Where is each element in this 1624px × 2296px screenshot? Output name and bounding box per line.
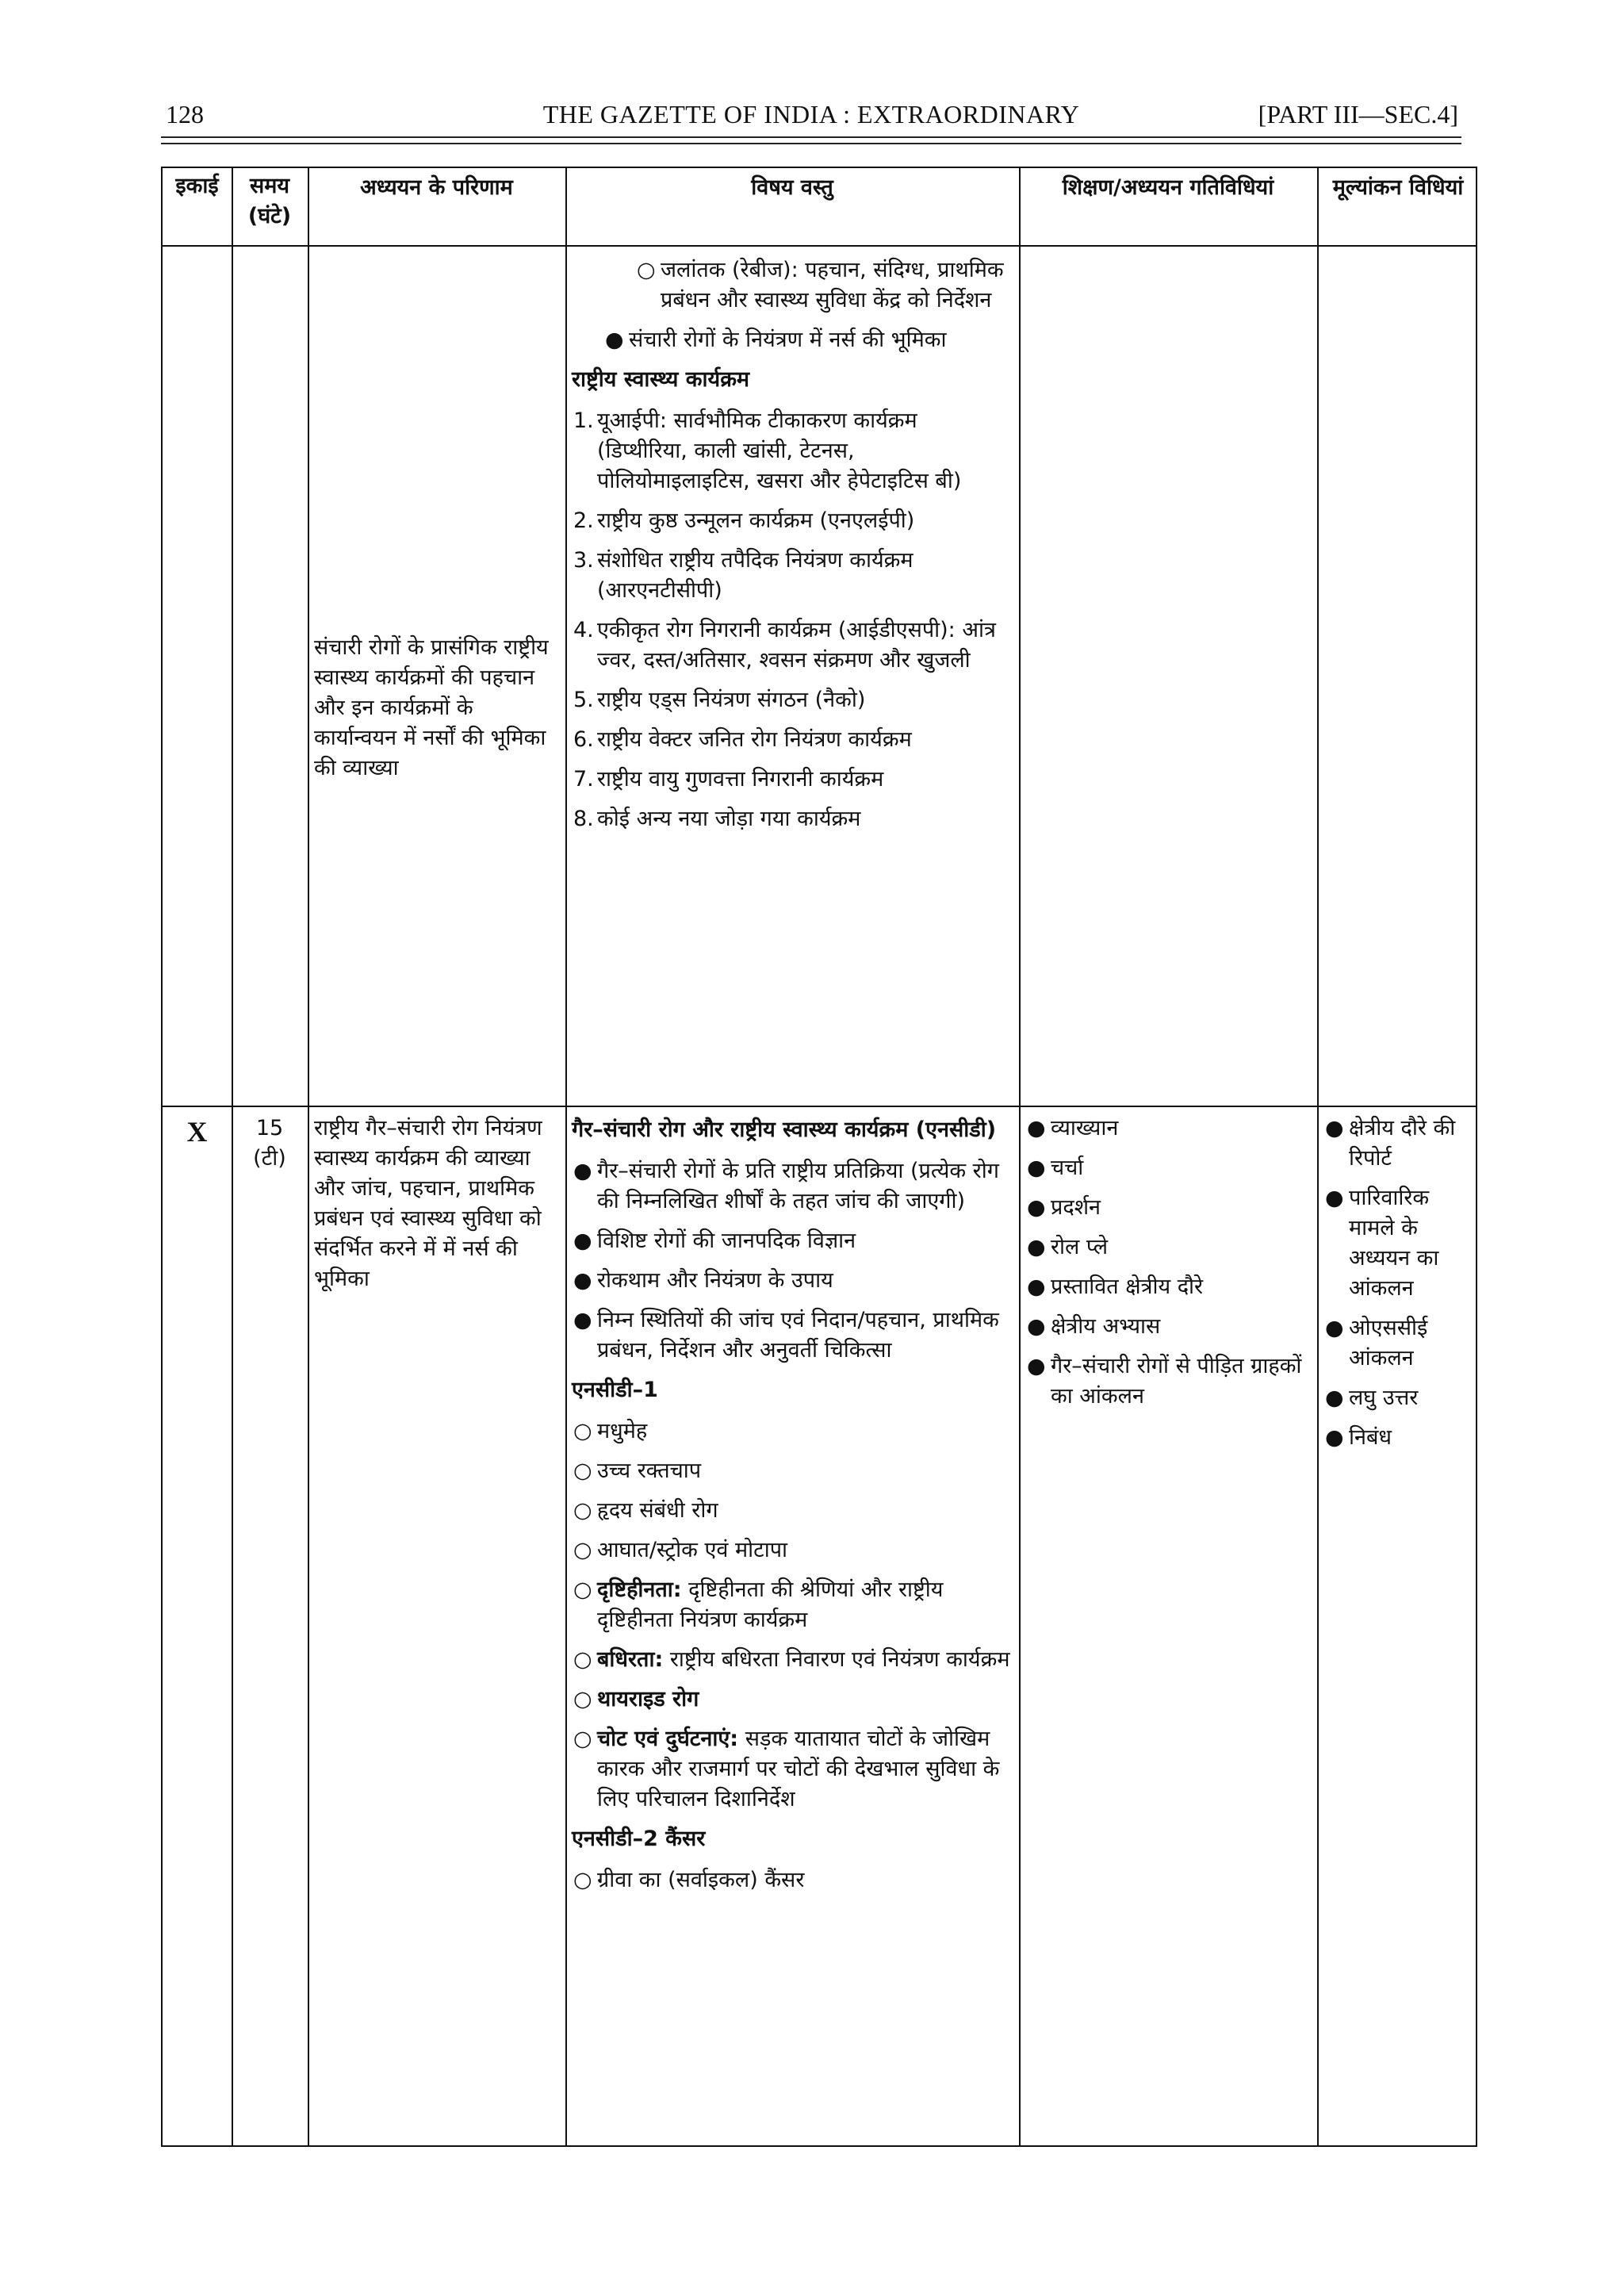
list-item-text: चोट एवं दुर्घटनाएं: bbox=[597, 1727, 739, 1751]
list-item bbox=[572, 685, 1013, 715]
list-number: 2. bbox=[573, 508, 594, 533]
list-item bbox=[572, 1416, 1013, 1447]
circle-bullet-icon: ○ bbox=[573, 1647, 592, 1672]
list-item bbox=[572, 725, 1013, 755]
list-number: 7. bbox=[573, 767, 594, 792]
list-item-text: आघात/स्ट्रोक एवं मोटापा bbox=[597, 1538, 788, 1562]
list-item-text: दृष्टिहीनता की श्रेणियां और राष्ट्रीय दृष्टिहीनता नियंत्रण कार्यक्रम bbox=[597, 1577, 944, 1632]
list-item-text: क्षेत्रीय अभ्यास bbox=[1051, 1314, 1161, 1339]
bullet-icon: ● bbox=[573, 1228, 592, 1253]
list-item bbox=[1025, 1153, 1311, 1183]
hours-value: 15 bbox=[255, 1116, 284, 1140]
col-header-unit: इकाई bbox=[175, 174, 219, 198]
bullet-icon: ● bbox=[1325, 1116, 1344, 1140]
row1-outcome: संचारी रोगों के प्रासंगिक राष्ट्रीय स्वास्थ्य कार्यक्रमों की पहचान और इन कार्यक्रमों के कार्यान्वयन में नर्सों की भूमिका की व्याख्या bbox=[314, 635, 549, 780]
list-item bbox=[572, 1496, 1013, 1526]
list-item bbox=[1025, 1351, 1311, 1412]
gazette-title: THE GAZETTE OF INDIA : EXTRAORDINARY bbox=[542, 100, 1080, 128]
list-item bbox=[1323, 1183, 1473, 1304]
list-item-text: हृदय संबंधी रोग bbox=[597, 1498, 718, 1523]
col-header-time: समय (घंटे) bbox=[247, 174, 292, 228]
bullet-icon: ● bbox=[1027, 1354, 1046, 1378]
list-number: 5. bbox=[573, 688, 594, 712]
list-number: 4. bbox=[573, 618, 594, 642]
list-item-text: उच्च रक्तचाप bbox=[597, 1458, 702, 1483]
list-item bbox=[572, 1575, 1013, 1635]
row-divider bbox=[163, 1106, 1476, 1107]
circle-bullet-icon: ○ bbox=[573, 1577, 592, 1602]
list-item-text: राष्ट्रीय वेक्टर जनित रोग नियंत्रण कार्यक्रम bbox=[597, 727, 912, 752]
circle-bullet-icon: ○ bbox=[573, 1687, 592, 1711]
list-item bbox=[1025, 1312, 1311, 1342]
ncd1-list bbox=[572, 1416, 1013, 1815]
list-item-text: प्रदर्शन bbox=[1051, 1195, 1101, 1220]
row2-activities bbox=[1019, 1109, 1317, 1426]
row2-outcome: राष्ट्रीय गैर–संचारी रोग नियंत्रण स्वास्थ्य कार्यक्रम की व्याख्या और जांच, पहचान, प्राथमिक प्रबंधन एवं स्वास्थ्य सुविधा को संदर्भित करने में में नर्स की भूमिका bbox=[314, 1116, 542, 1291]
hours bbox=[232, 1109, 308, 1179]
list-item bbox=[572, 1645, 1013, 1675]
list-item bbox=[1323, 1313, 1473, 1374]
circle-bullet-icon: ○ bbox=[573, 1419, 592, 1443]
list-item bbox=[572, 765, 1013, 795]
ncd2-heading: एनसीडी–2 कैंसर bbox=[572, 1826, 706, 1851]
list-item-text: दृष्टिहीनता: bbox=[597, 1577, 682, 1602]
ncd-bullets bbox=[572, 1156, 1013, 1366]
list-item-text: ग्रीवा का (सर्वाइकल) कैंसर bbox=[597, 1868, 805, 1892]
bullet-icon: ● bbox=[1325, 1186, 1344, 1210]
circle-bullet-icon: ○ bbox=[573, 1498, 592, 1523]
bullet-icon: ● bbox=[1027, 1274, 1046, 1299]
list-item bbox=[572, 804, 1013, 834]
page-number: 128 bbox=[166, 100, 204, 128]
evaluation-list bbox=[1323, 1114, 1473, 1453]
bullet-icon: ● bbox=[1027, 1314, 1046, 1339]
list-item bbox=[572, 1156, 1013, 1217]
list-item-text: रोल प्ले bbox=[1051, 1235, 1109, 1259]
list-item-text: राष्ट्रीय वायु गुणवत्ता निगरानी कार्यक्रम bbox=[597, 767, 884, 792]
unit-number: X bbox=[186, 1116, 208, 1148]
bullet-icon: ● bbox=[573, 1159, 592, 1183]
list-item bbox=[572, 1266, 1013, 1296]
bullet-icon: ● bbox=[1027, 1156, 1046, 1180]
list-item bbox=[572, 1305, 1013, 1366]
ncd1-heading: एनसीडी–1 bbox=[572, 1378, 658, 1402]
list-item-text: मधुमेह bbox=[597, 1419, 648, 1443]
bullet-icon: ● bbox=[1325, 1425, 1344, 1450]
list-item bbox=[603, 325, 1013, 355]
bullet-icon: ● bbox=[573, 1268, 592, 1293]
row1-content bbox=[565, 251, 1019, 849]
list-item-text: गैर–संचारी रोगों के प्रति राष्ट्रीय प्रतिक्रिया (प्रत्येक रोग की निम्नलिखित शीर्षों के तहत जांच की जाएगी) bbox=[597, 1159, 999, 1213]
row2-evaluation bbox=[1317, 1109, 1479, 1467]
circle-bullet-icon: ○ bbox=[573, 1458, 592, 1483]
list-item bbox=[572, 506, 1013, 536]
part-section: [PART III—SEC.4] bbox=[1258, 100, 1458, 128]
bullet-icon: ● bbox=[1325, 1386, 1344, 1410]
circle-bullet-icon: ○ bbox=[637, 258, 656, 282]
bullet-icon: ● bbox=[1027, 1195, 1046, 1220]
list-item-text: थायराइड रोग bbox=[597, 1687, 699, 1711]
col-header-activities: शिक्षण/अध्ययन गतिविधियां bbox=[1062, 175, 1274, 200]
list-item-text: निम्न स्थितियों की जांच एवं निदान/पहचान, प्राथमिक प्रबंधन, निर्देशन और अनुवर्ती चिकित्सा bbox=[597, 1308, 999, 1363]
list-item bbox=[1323, 1423, 1473, 1453]
list-number: 8. bbox=[573, 807, 594, 831]
list-item bbox=[572, 1724, 1013, 1815]
list-item bbox=[1323, 1114, 1473, 1174]
list-item-text: चर्चा bbox=[1051, 1156, 1084, 1180]
list-item-text: सड़क यातायात चोटों के जोखिम कारक और राजमार्ग पर चोटों की देखभाल सुविधा के लिए परिचालन दिशानिर्देश bbox=[597, 1727, 1000, 1811]
list-item-text: जलांतक (रेबीज): पहचान, संदिग्ध, प्राथमिक प्रबंधन और स्वास्थ्य सुविधा केंद्र को निर्देशन bbox=[661, 258, 1004, 312]
hours-type: (टी) bbox=[253, 1146, 286, 1171]
list-item-text: पारिवारिक मामले के अध्ययन का आंकलन bbox=[1349, 1186, 1439, 1301]
list-item bbox=[572, 1865, 1013, 1895]
programs-list bbox=[572, 406, 1013, 834]
list-item bbox=[1025, 1272, 1311, 1302]
list-item-text: कोई अन्य नया जोड़ा गया कार्यक्रम bbox=[597, 807, 861, 831]
col-header-evaluation: मूल्यांकन विधियां bbox=[1332, 175, 1464, 200]
bullet-icon: ● bbox=[605, 328, 624, 352]
list-number: 6. bbox=[573, 727, 594, 752]
list-item-text: गैर–संचारी रोगों से पीड़ित ग्राहकों का आंकलन bbox=[1051, 1354, 1302, 1409]
curriculum-table bbox=[161, 167, 1477, 2147]
list-item bbox=[572, 1685, 1013, 1715]
list-item-text: प्रस्तावित क्षेत्रीय दौरे bbox=[1051, 1274, 1204, 1299]
list-item bbox=[635, 255, 1013, 316]
list-item-text: रोकथाम और नियंत्रण के उपाय bbox=[597, 1268, 833, 1293]
header-row-divider bbox=[163, 245, 1476, 247]
list-item-text: राष्ट्रीय एड्स नियंत्रण संगठन (नैको) bbox=[597, 688, 866, 712]
row2-content bbox=[565, 1109, 1019, 1910]
list-number: 1. bbox=[573, 408, 594, 433]
programs-heading: राष्ट्रीय स्वास्थ्य कार्यक्रम bbox=[572, 367, 750, 392]
list-number: 3. bbox=[573, 548, 594, 573]
list-item-text: संशोधित राष्ट्रीय तपैदिक नियंत्रण कार्यक्रम (आरएनटीसीपी) bbox=[597, 548, 914, 603]
circle-bullet-icon: ○ bbox=[573, 1868, 592, 1892]
bullet-icon: ● bbox=[1027, 1116, 1046, 1140]
list-item-text: यूआईपी: सार्वभौमिक टीकाकरण कार्यक्रम (डिप्थीरिया, काली खांसी, टेटनस, पोलियोमाइलाइटिस, खसरा और हेपेटाइटिस बी) bbox=[597, 408, 962, 493]
list-item bbox=[1025, 1114, 1311, 1144]
list-item-text: विशिष्ट रोगों की जानपदिक विज्ञान bbox=[597, 1228, 856, 1253]
list-item bbox=[572, 546, 1013, 606]
list-item bbox=[1025, 1193, 1311, 1223]
circle-bullet-icon: ○ bbox=[573, 1727, 592, 1751]
list-item-text: लघु उत्तर bbox=[1349, 1386, 1419, 1410]
list-item-text: राष्ट्रीय कुष्ठ उन्मूलन कार्यक्रम (एनएलईपी) bbox=[597, 508, 915, 533]
circle-bullet-icon: ○ bbox=[573, 1538, 592, 1562]
list-item-text: क्षेत्रीय दौरे की रिपोर्ट bbox=[1349, 1116, 1456, 1171]
list-item-text: एकीकृत रोग निगरानी कार्यक्रम (आईडीएसपी): आंत्र ज्वर, दस्त/अतिसार, श्वसन संक्रमण और खुजली bbox=[597, 618, 996, 673]
list-item bbox=[1323, 1383, 1473, 1413]
list-item-text: संचारी रोगों के नियंत्रण में नर्स की भूमिका bbox=[629, 328, 947, 352]
list-item bbox=[572, 406, 1013, 496]
list-item-text: व्याख्यान bbox=[1051, 1116, 1119, 1140]
activities-list bbox=[1025, 1114, 1311, 1412]
bullet-icon: ● bbox=[1027, 1235, 1046, 1259]
header-rule-bottom bbox=[161, 143, 1461, 144]
list-item bbox=[572, 1456, 1013, 1486]
col-header-outcomes: अध्ययन के परिणाम bbox=[360, 175, 513, 200]
list-item-text: निबंध bbox=[1349, 1425, 1392, 1450]
list-item bbox=[572, 1226, 1013, 1256]
ncd2-list bbox=[572, 1865, 1013, 1895]
list-item-text: ओएससीई आंकलन bbox=[1349, 1316, 1428, 1370]
bullet-icon: ● bbox=[1325, 1316, 1344, 1340]
bullet-icon: ● bbox=[573, 1308, 592, 1332]
list-item bbox=[572, 615, 1013, 676]
list-item-text: राष्ट्रीय बधिरता निवारण एवं नियंत्रण कार्यक्रम bbox=[663, 1647, 1010, 1672]
list-item bbox=[572, 1535, 1013, 1566]
ncd-heading: गैर–संचारी रोग और राष्ट्रीय स्वास्थ्य कार्यक्रम (एनसीडी) bbox=[572, 1117, 997, 1142]
col-header-content: विषय वस्तु bbox=[751, 175, 833, 200]
header-rule-top bbox=[161, 136, 1461, 138]
list-item bbox=[1025, 1232, 1311, 1263]
list-item-text: बधिरता: bbox=[597, 1647, 664, 1672]
page-header bbox=[161, 94, 1461, 138]
